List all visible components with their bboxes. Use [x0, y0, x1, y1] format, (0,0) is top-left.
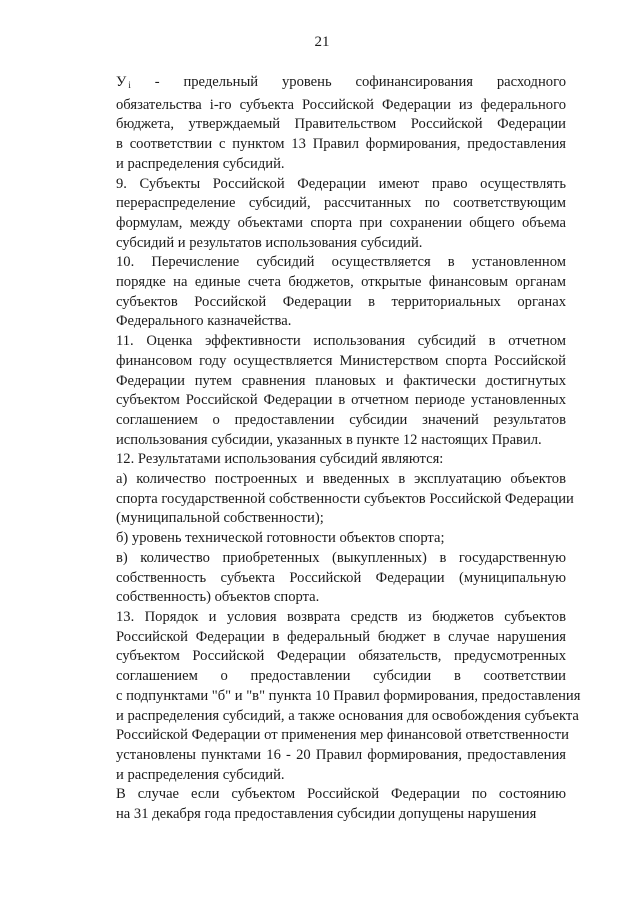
paragraph-item-12-v: [78, 549, 566, 608]
paragraph-item-9: [78, 175, 566, 254]
text-line: субъектом Российской Федерации обязательств, предусмотренных: [116, 648, 566, 665]
text-line: У $_i$ - предельный уровень софинансирования расходного: [116, 74, 566, 90]
paragraph-item-12: [78, 450, 566, 470]
text-line: использования субсидии, указанных в пункте 12 настоящих Правил.: [116, 431, 542, 448]
text-line: на 31 декабря года предоставления субсидии допущены нарушения: [116, 806, 537, 823]
document-page: [78, 32, 581, 825]
text-line: 10. Перечисление субсидий осуществляется в установленном: [116, 254, 566, 271]
paragraph-item-13-continued: [78, 785, 566, 824]
text-line: В случае если субъектом Российской Федерации по состоянию: [116, 786, 566, 803]
text-line: в соответствии с пунктом 13 Правил формирования, предоставления: [116, 136, 566, 153]
text-line: с подпунктами "б" и "в" пункта 10 Правил формирования, предоставления: [116, 687, 581, 704]
text-line: собственность субъекта Российской Федерации (муниципальную: [116, 569, 566, 586]
text-line: субъектов Российской Федерации в территориальных органах: [116, 293, 566, 310]
text-line: б) уровень технической готовности объектов спорта;: [116, 530, 445, 547]
document-body: [78, 73, 581, 825]
text-line: и распределения субсидий.: [116, 155, 285, 172]
page-number: 21: [314, 34, 330, 50]
text-line: порядке на единые счета бюджетов, открытые финансовым органам: [116, 274, 566, 291]
text-line: Федерального казначейства.: [116, 313, 292, 330]
paragraph-item-12-a: [78, 470, 574, 529]
text-line: соглашением о предоставлении субсидии значений результатов: [116, 411, 566, 428]
text-line: и распределения субсидий, а также основания для освобождения субъекта: [116, 707, 579, 724]
text-line: обязательства i-го субъекта Российской Федерации из федерального: [116, 96, 566, 113]
text-line: в) количество приобретенных (выкупленных) в государственную: [116, 549, 566, 566]
text-line: а) количество построенных и введенных в эксплуатацию объектов: [116, 471, 566, 488]
paragraph-item-11: [78, 332, 566, 450]
text-line: Российской Федерации от применения мер финансовой ответственности: [116, 727, 569, 744]
text-line: субъектом Российской Федерации в отчетном периоде установленных: [116, 392, 566, 409]
text-line: и распределения субсидий.: [116, 766, 285, 783]
paragraph-item-13: [78, 608, 581, 785]
text-line: Федерации путем сравнения плановых и фактически достигнутых: [116, 372, 566, 389]
text-line: финансовом году осуществляется Министерством спорта Российской: [116, 352, 566, 369]
text-line: 12. Результатами использования субсидий являются:: [116, 451, 444, 468]
text-line: спорта государственной собственности субъектов Российской Федерации: [116, 490, 574, 507]
text-line: субсидий и результатов использования субсидий.: [116, 234, 423, 251]
text-line: бюджета, утверждаемый Правительством Российской Федерации: [116, 116, 566, 133]
text-line: формулам, между объектами спорта при сохранении общего объема: [116, 214, 566, 231]
text-line: 13. Порядок и условия возврата средств из бюджетов субъектов: [116, 608, 566, 625]
text-line: собственность) объектов спорта.: [116, 589, 320, 606]
text-line: перераспределение субсидий, рассчитанных по соответствующим: [116, 195, 566, 212]
paragraph-item-10: [78, 253, 566, 332]
text-line: 9. Субъекты Российской Федерации имеют право осуществлять: [116, 175, 566, 192]
text-line: Российской Федерации в федеральный бюджет в случае нарушения: [116, 628, 566, 645]
text-line: установлены пунктами 16 - 20 Правил формирования, предоставления: [116, 746, 566, 763]
paragraph-yi-definition: [78, 73, 566, 175]
paragraph-item-12-b: [78, 529, 566, 549]
text-line: (муниципальной собственности);: [116, 510, 324, 527]
text-line: соглашением о предоставлении субсидии в соответствии: [116, 668, 566, 685]
text-line: 11. Оценка эффективности использования субсидий в отчетном: [116, 333, 566, 350]
